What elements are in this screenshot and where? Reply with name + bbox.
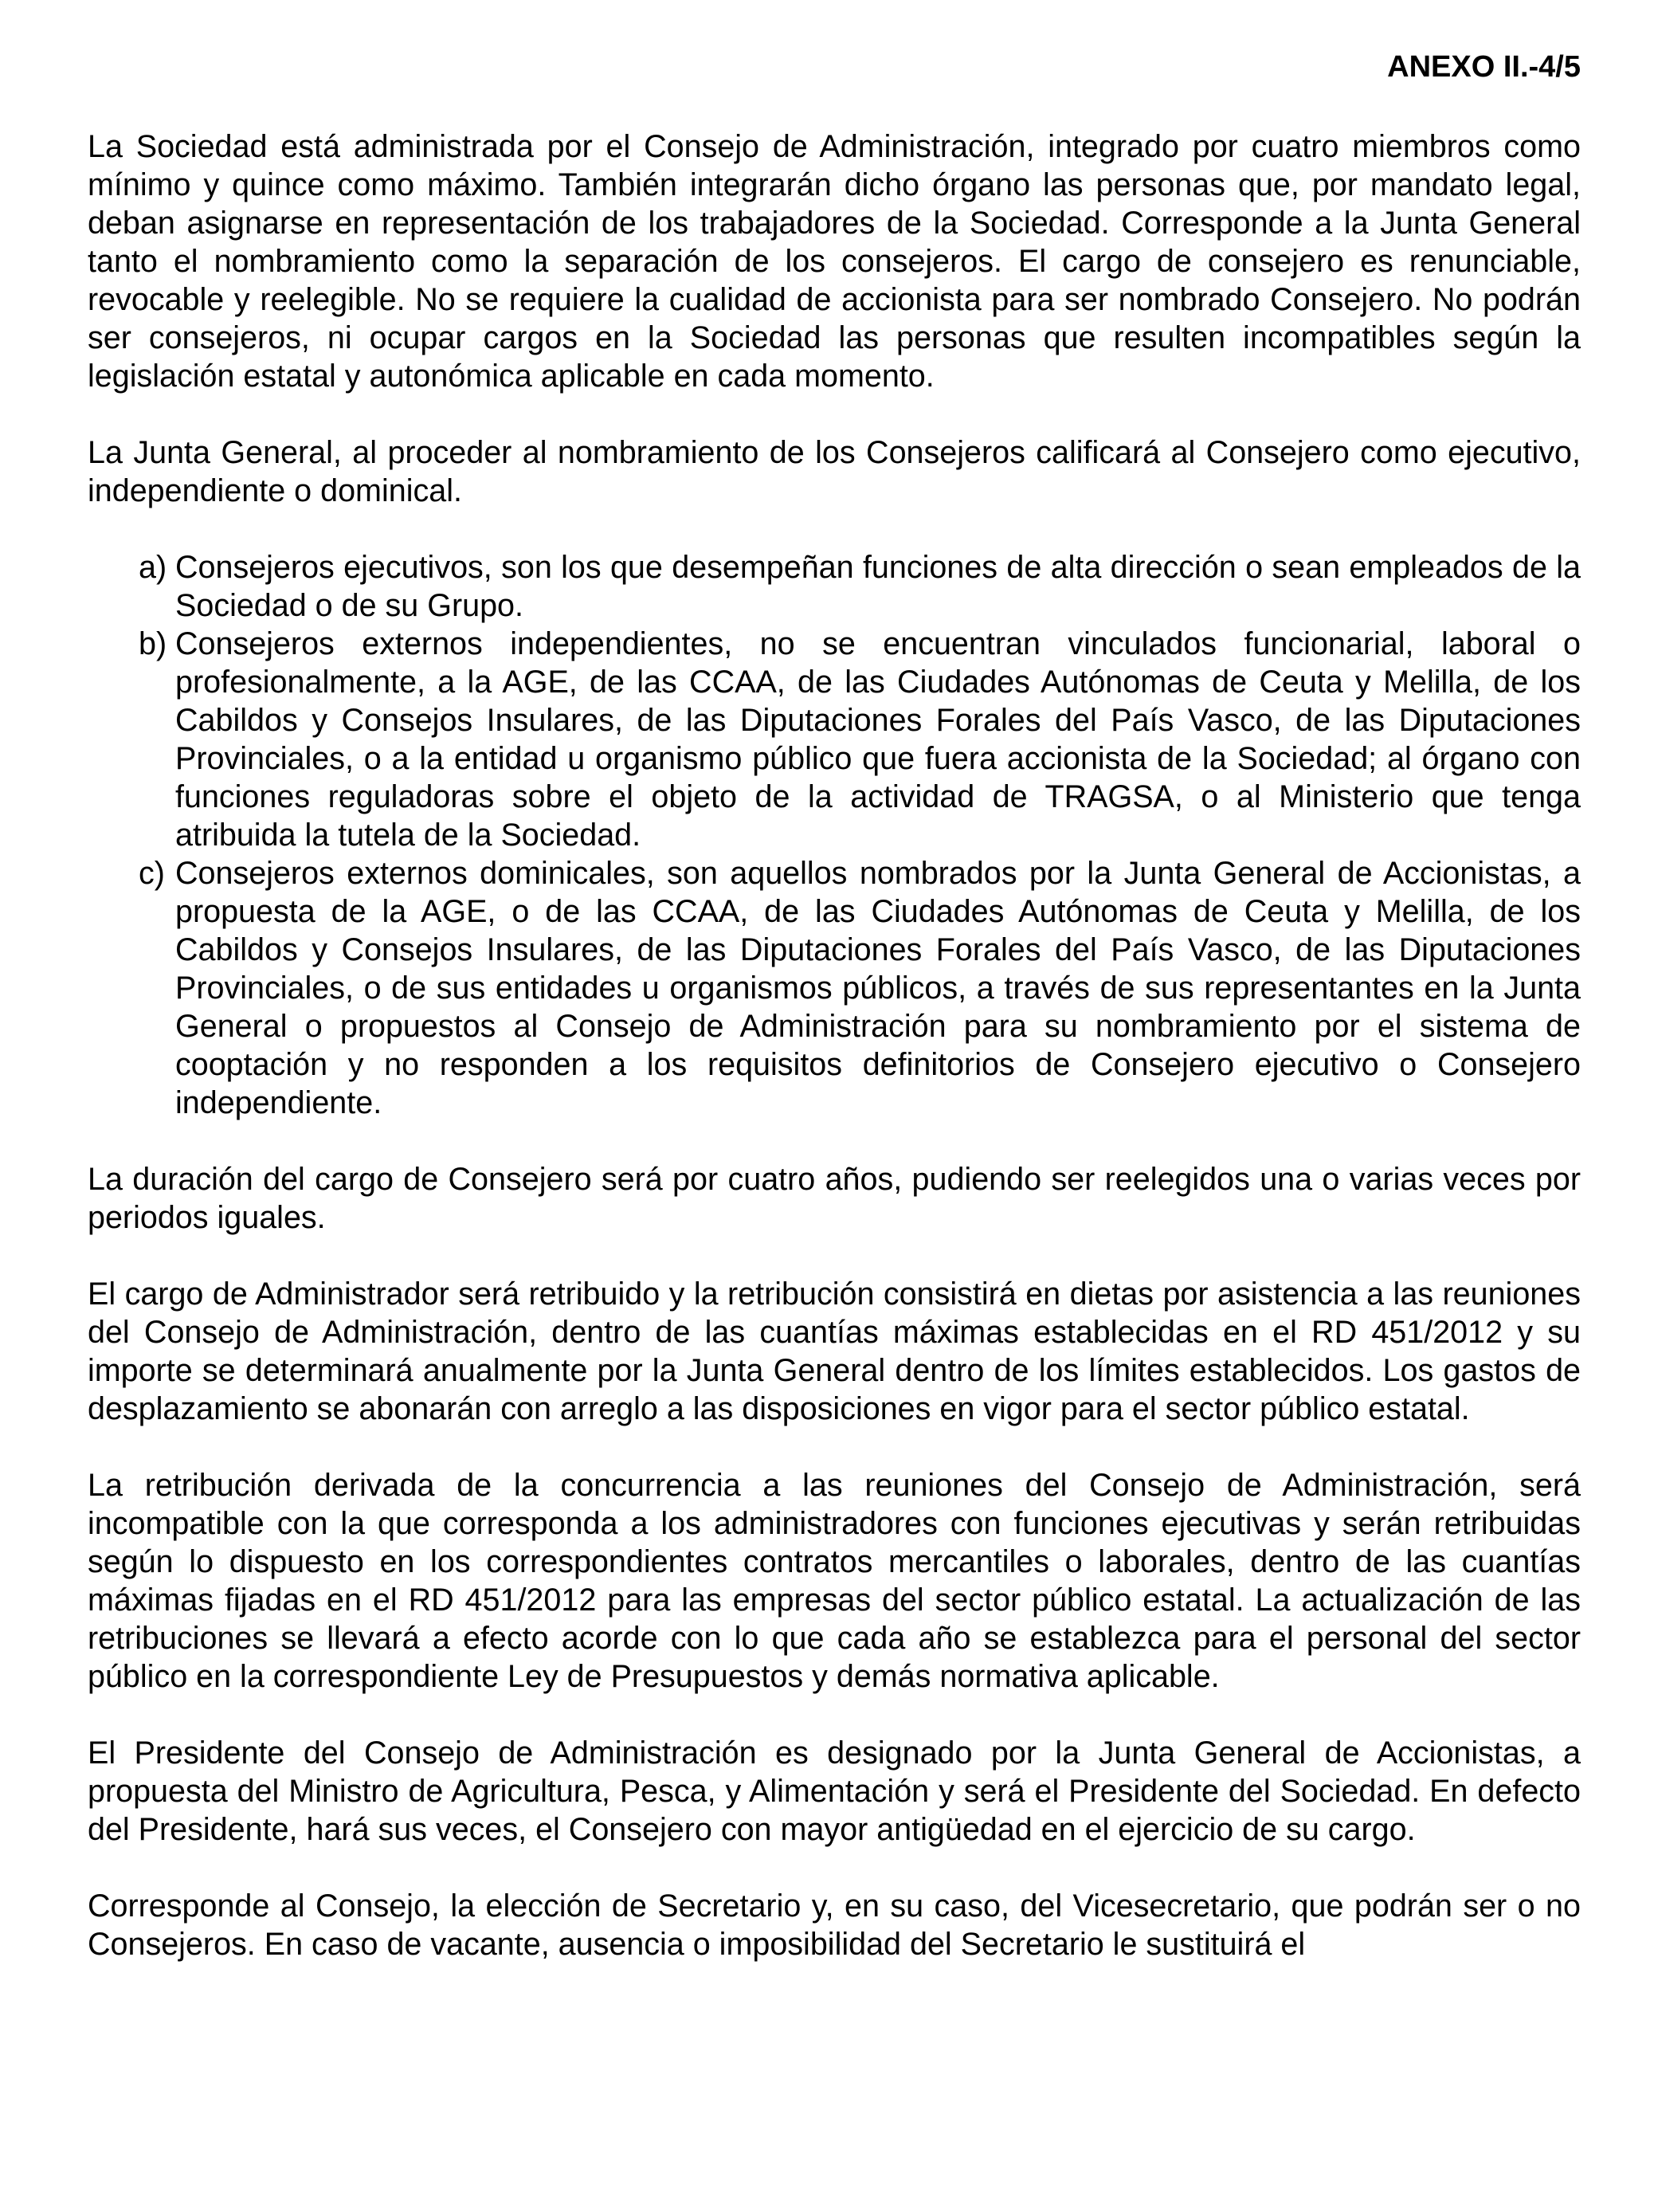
list-item-text: Consejeros externos dominicales, son aquellos nombrados por la Junta General de Accionistas, a propuesta de la AGE, o de las CCAA, de las Ciudades Autónomas de Ceuta y Melilla, de los Cabildos y Consejos Insulares, de las Diputaciones Forales del País Vasco, de las Diputaciones Provinciales, o de sus entidades u organismos públicos, a través de sus representantes en la Junta General o propuestos al Consejo de Administración para su nombramiento por el sistema de cooptación y no responden a los requisitos definitorios de Consejero ejecutivo o Consejero independiente. [175, 856, 1581, 1120]
list-item-marker: c) [139, 856, 165, 891]
document-page [88, 0, 1581, 2212]
list-item-marker: b) [139, 626, 167, 661]
consejero-types-list [88, 548, 1581, 1122]
list-item [88, 625, 1581, 854]
paragraph-administrator-remuneration: El cargo de Administrador será retribuido y la retribución consistirá en dietas por asistencia a las reuniones del Consejo de Administración, dentro de las cuantías máximas establecidas en el RD 451/2012 y su importe se determinará anualmente por la Junta General dentro de los límites establecidos. Los gastos de desplazamiento se abonarán con arreglo a las disposiciones en vigor para el sector público estatal. [88, 1277, 1581, 1426]
list-item-text: Consejeros ejecutivos, son los que desempeñan funciones de alta dirección o sean empleados de la Sociedad o de su Grupo. [175, 550, 1581, 623]
list-item-text: Consejeros externos independientes, no se encuentran vinculados funcionarial, laboral o profesionalmente, a la AGE, de las CCAA, de las Ciudades Autónomas de Ceuta y Melilla, de los Cabildos y Consejos Insulares, de las Diputaciones Forales del País Vasco, de las Diputaciones Provinciales, o a la entidad u organismo público que fuera accionista de la Sociedad; al órgano con funciones reguladoras sobre el objeto de la actividad de TRAGSA, o al Ministerio que tenga atribuida la tutela de la Sociedad. [175, 626, 1581, 853]
list-item-marker: a) [139, 550, 167, 585]
list-item [88, 854, 1581, 1122]
annex-page-label: ANEXO II.-4/5 [1387, 50, 1581, 84]
paragraph-term-duration: La duración del cargo de Consejero será por cuatro años, pudiendo ser reelegidos una o varias veces por periodos iguales. [88, 1162, 1581, 1235]
paragraph-secretary-election: Corresponde al Consejo, la elección de Secretario y, en su caso, del Vicesecretario, que podrán ser o no Consejeros. En caso de vacante, ausencia o imposibilidad del Secretario le sustituirá el [88, 1888, 1581, 1962]
document-body [88, 127, 1581, 2002]
paragraph-president-designation: El Presidente del Consejo de Administración es designado por la Junta General de Accionistas, a propuesta del Ministro de Agricultura, Pesca, y Alimentación y será el Presidente del Sociedad. En defecto del Presidente, hará sus veces, el Consejero con mayor antigüedad en el ejercicio de su cargo. [88, 1735, 1581, 1847]
paragraph-remuneration-incompatibility: La retribución derivada de la concurrencia a las reuniones del Consejo de Administración, será incompatible con la que corresponda a los administradores con funciones ejecutivas y serán retribuidas según lo dispuesto en los correspondientes contratos mercantiles o laborales, dentro de las cuantías máximas fijadas en el RD 451/2012 para las empresas del sector público estatal. La actualización de las retribuciones se llevará a efecto acorde con lo que cada año se establezca para el personal del sector público en la correspondiente Ley de Presupuestos y demás normativa aplicable. [88, 1468, 1581, 1694]
list-item [88, 548, 1581, 625]
paragraph-consejo-composition: La Sociedad está administrada por el Consejo de Administración, integrado por cuatro miembros como mínimo y quince como máximo. También integrarán dicho órgano las personas que, por mandato legal, deban asignarse en representación de los trabajadores de la Sociedad. Corresponde a la Junta General tanto el nombramiento como la separación de los consejeros. El cargo de consejero es renunciable, revocable y reelegible. No se requiere la cualidad de accionista para ser nombrado Consejero. No podrán ser consejeros, ni ocupar cargos en la Sociedad las personas que resulten incompatibles según la legislación estatal y autonómica aplicable en cada momento. [88, 129, 1581, 394]
paragraph-consejero-types-intro: La Junta General, al proceder al nombramiento de los Consejeros calificará al Consejero como ejecutivo, independiente o dominical. [88, 435, 1581, 508]
